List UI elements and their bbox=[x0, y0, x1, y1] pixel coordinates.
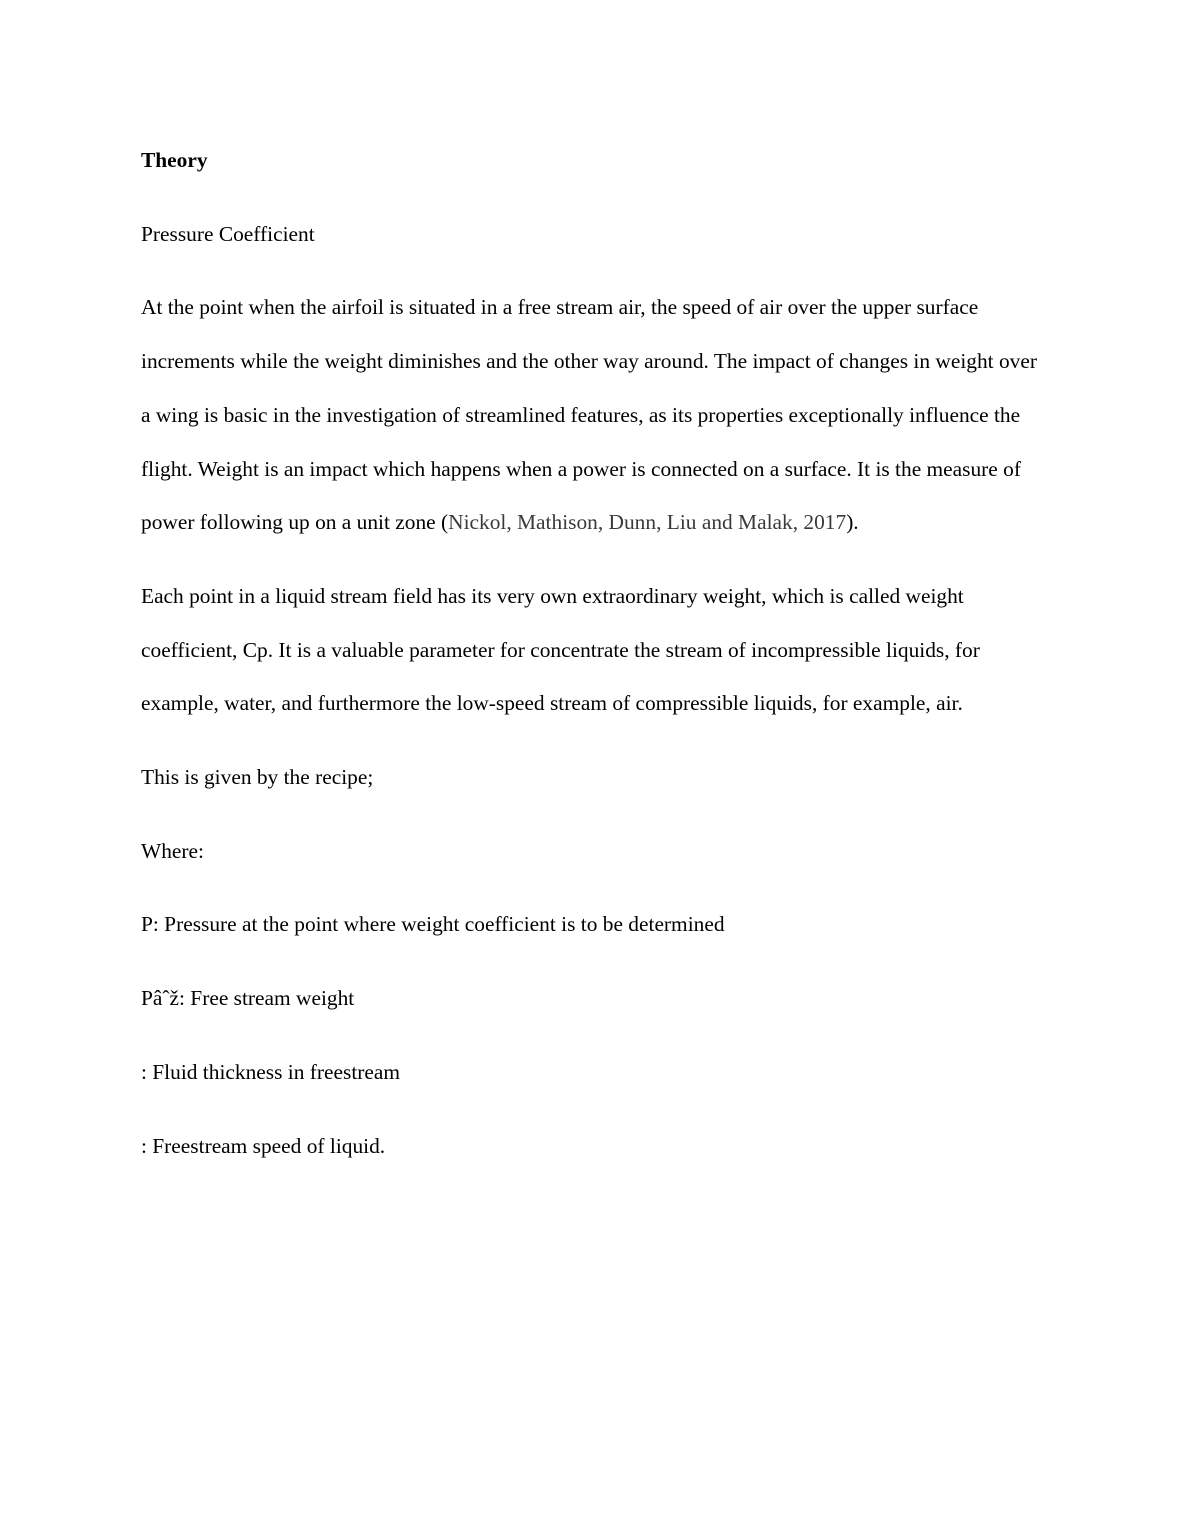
definition-item: : Fluid thickness in freestream bbox=[141, 1059, 401, 1084]
paragraph-pressure-coefficient: Each point in a liquid stream field has its very own extraordinary weight, which is called weight coefficient, Cp. It is a valuable parameter for concentrate the stream of incompressible liquids, for example, water, and furthermore the low-speed stream of compressible liquids, for example, air. bbox=[141, 583, 980, 716]
definition-item: Pâˆž: Free stream weight bbox=[141, 986, 355, 1011]
paragraph-end: ). bbox=[846, 510, 859, 535]
document-body bbox=[141, 134, 1051, 1193]
paragraph-where: Where: bbox=[141, 838, 204, 863]
paragraph-recipe: This is given by the recipe; bbox=[141, 765, 374, 790]
definition-item: : Freestream speed of liquid. bbox=[141, 1133, 386, 1158]
paragraph-pressure-intro bbox=[141, 281, 1051, 550]
definition-item: P: Pressure at the point where weight coefficient is to be determined bbox=[141, 912, 725, 937]
citation: Nickol, Mathison, Dunn, Liu and Malak, 2017 bbox=[448, 510, 847, 535]
paragraph-text: At the point when the airfoil is situated in a free stream air, the speed of air over the upper surface increments while the weight diminishes and the other way around. The impact of changes in weight over a wing is basic in the investigation of streamlined features, as its properties exceptionally influence the flight. Weight is an impact which happens when a power is connected on a surface. It is the measure of power following up on a unit zone ( bbox=[141, 295, 1037, 535]
subsection-heading: Pressure Coefficient bbox=[141, 221, 315, 246]
section-heading: Theory bbox=[141, 148, 208, 172]
